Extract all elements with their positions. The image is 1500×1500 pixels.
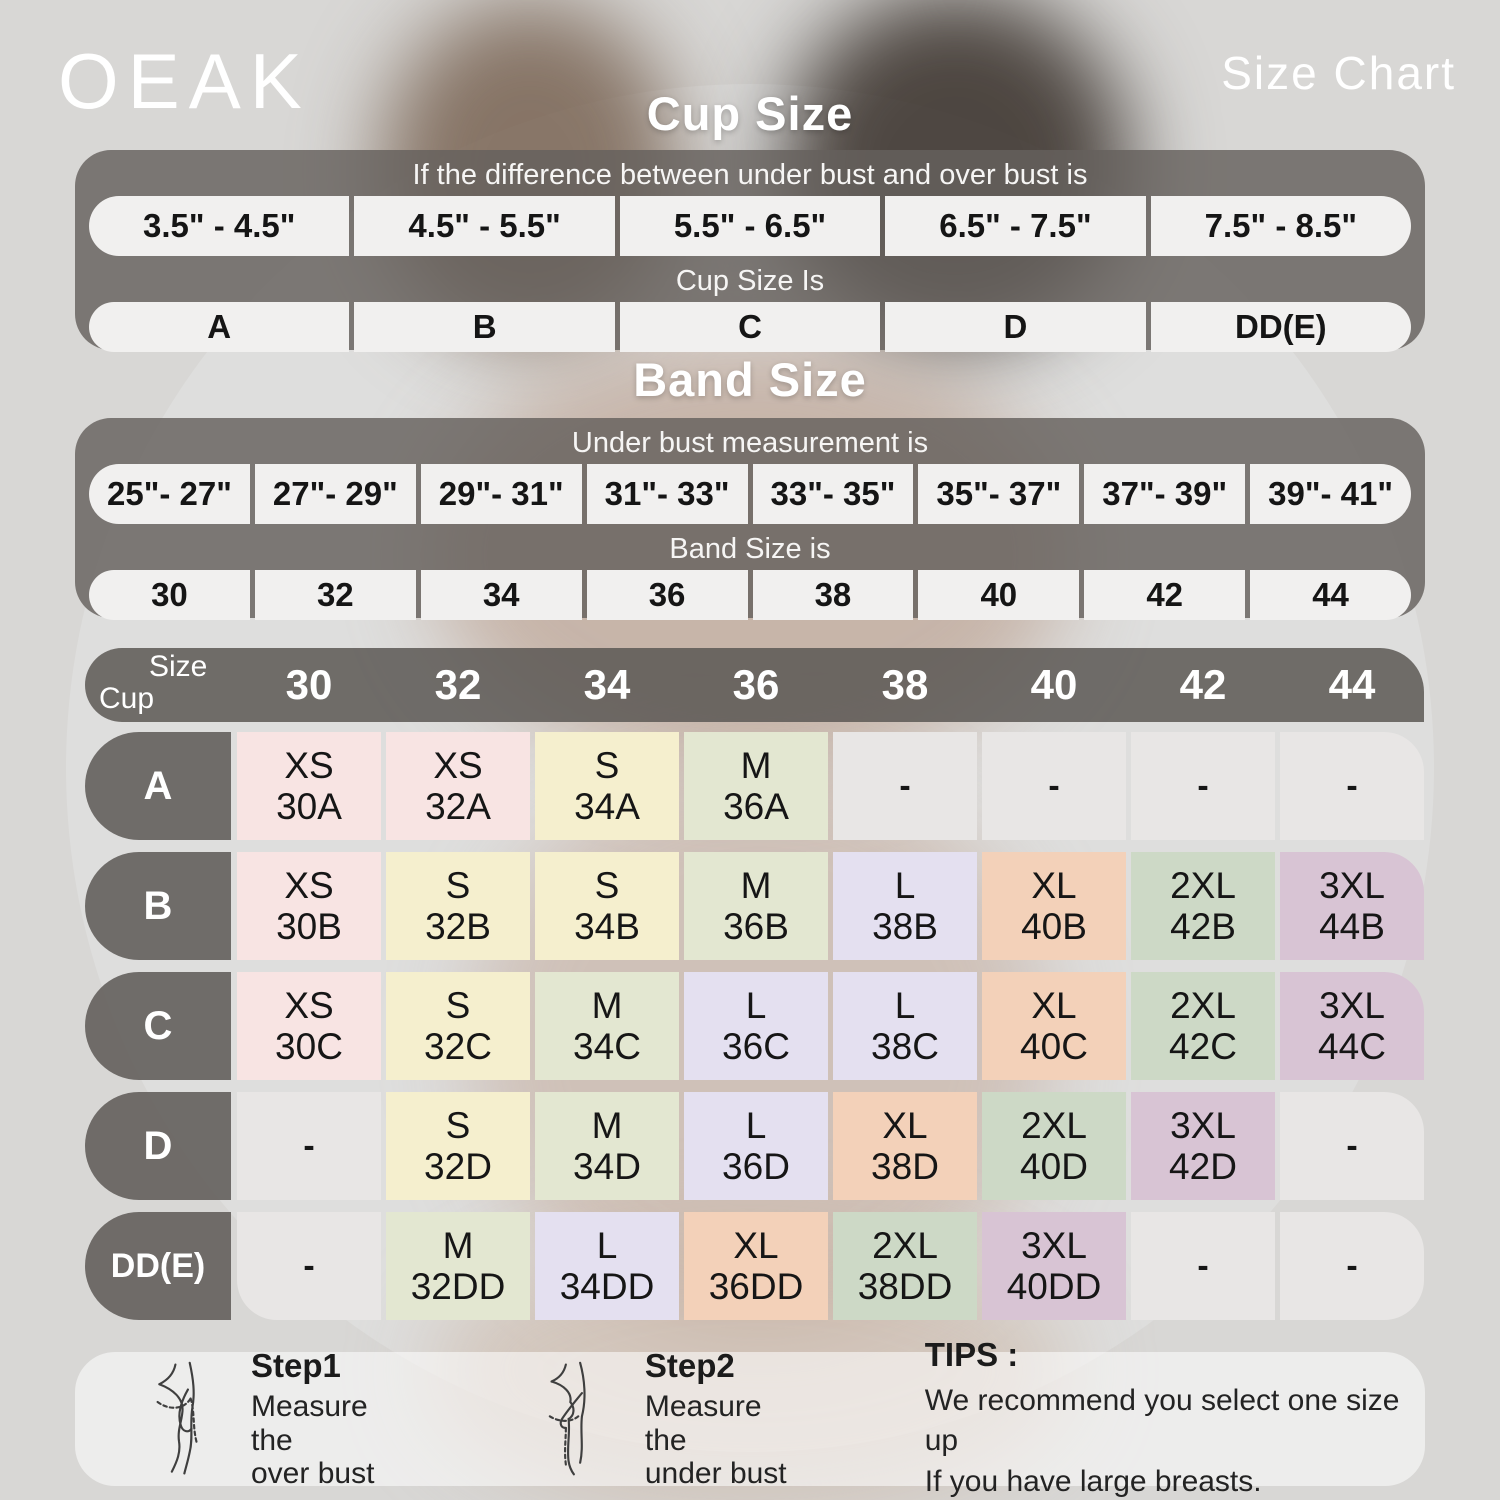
cell-size: S (594, 864, 620, 906)
cell-code: 30B (276, 906, 342, 947)
cell-code: 40D (1020, 1146, 1088, 1187)
step-2 (527, 1347, 803, 1491)
cup-value-cell: C (620, 302, 880, 352)
cell-size: 2XL (872, 1224, 938, 1266)
size-matrix (85, 732, 1424, 1332)
empty-cell: - (1280, 732, 1424, 840)
brand-logo: OEAK (58, 37, 311, 125)
cell-size: XL (882, 1104, 928, 1146)
cell-code: 36C (722, 1026, 790, 1067)
cup-value-cell: D (885, 302, 1145, 352)
tips-line2: If you have large breasts. (924, 1464, 1262, 1498)
step-1-line2: over bust (251, 1457, 375, 1491)
size-cell (1280, 972, 1424, 1080)
band-value-cell: 38 (753, 570, 914, 620)
band-value-row (89, 570, 1411, 620)
cell-code: 36D (722, 1146, 790, 1187)
band-column-header: 34 (583, 661, 631, 708)
band-range-cell: 27"- 29" (255, 464, 416, 524)
cell-size: 2XL (1170, 984, 1236, 1026)
empty-cell: - (237, 1212, 381, 1320)
empty-cell: - (1280, 1092, 1424, 1200)
band-range-row (89, 464, 1411, 524)
cell-size: 3XL (1319, 864, 1385, 906)
cup-value-row (89, 302, 1411, 352)
cell-size: S (445, 984, 471, 1026)
cell-size: M (591, 1104, 623, 1146)
band-column-header: 40 (1030, 661, 1078, 708)
size-cell (833, 972, 977, 1080)
size-cell (1131, 1092, 1275, 1200)
band-value-cell: 42 (1084, 570, 1245, 620)
step-2-line2: under bust (644, 1457, 787, 1491)
cell-size: XS (433, 744, 483, 786)
measure-under-bust-icon (527, 1361, 619, 1477)
matrix-row-DD(E) (85, 1212, 1424, 1320)
size-cell (833, 1092, 977, 1200)
size-cell (684, 852, 828, 960)
cup-value-cell: DD(E) (1151, 302, 1411, 352)
cell-code: 34D (573, 1146, 641, 1187)
cell-size: XS (284, 984, 334, 1026)
cup-size-title: Cup Size (646, 87, 854, 140)
cell-code: 44B (1319, 906, 1385, 947)
size-cell (386, 852, 530, 960)
size-cell (386, 972, 530, 1080)
empty-cell: - (1280, 1212, 1424, 1320)
size-cell (833, 852, 977, 960)
cell-size: L (596, 1224, 618, 1266)
size-cell (237, 972, 381, 1080)
band-size-title: Band Size (633, 353, 867, 406)
tips-block (925, 1336, 1425, 1500)
band-value-cell: 44 (1250, 570, 1411, 620)
cup-range-cell: 3.5" - 4.5" (89, 196, 349, 256)
size-cell (386, 1092, 530, 1200)
cell-size: L (894, 864, 916, 906)
band-size-panel (75, 418, 1425, 618)
cell-code: 32DD (410, 1266, 506, 1307)
cell-size: XL (1031, 984, 1077, 1026)
size-cell (237, 732, 381, 840)
cup-condition-label: If the difference between under bust and over bust is (412, 159, 1088, 191)
cell-code: 38D (871, 1146, 939, 1187)
cell-size: M (591, 984, 623, 1026)
matrix-row-C (85, 972, 1424, 1080)
empty-cell: - (1131, 732, 1275, 840)
cup-result-label: Cup Size Is (675, 265, 825, 297)
band-column-header: 32 (434, 661, 482, 708)
cell-size: S (445, 864, 471, 906)
size-cell (535, 972, 679, 1080)
cell-size: L (745, 984, 767, 1026)
band-range-cell: 29"- 31" (421, 464, 582, 524)
cell-size: M (740, 744, 772, 786)
matrix-row-B (85, 852, 1424, 960)
cell-size: 3XL (1319, 984, 1385, 1026)
cell-code: 42C (1169, 1026, 1237, 1067)
step-2-label: Step2 (644, 1347, 735, 1385)
cell-code: 34C (573, 1026, 641, 1067)
cell-size: XS (284, 744, 334, 786)
page-title: Size Chart (1221, 47, 1456, 99)
size-cell (684, 732, 828, 840)
cell-size: 2XL (1021, 1104, 1087, 1146)
cell-code: 40B (1021, 906, 1087, 947)
band-column-header: 36 (732, 661, 780, 708)
cell-code: 36A (723, 786, 789, 827)
band-value-cell: 32 (255, 570, 416, 620)
cell-size: 3XL (1170, 1104, 1236, 1146)
size-cell (1131, 972, 1275, 1080)
cell-code: 42D (1169, 1146, 1237, 1187)
cell-size: XL (733, 1224, 779, 1266)
cell-code: 30A (276, 786, 342, 827)
corner-cup-label: Cup (99, 682, 155, 715)
band-value-cell: 30 (89, 570, 250, 620)
size-cell (535, 852, 679, 960)
cup-row-label: D (85, 1092, 231, 1200)
size-cell (684, 1092, 828, 1200)
step-2-line1: Measure the (644, 1390, 762, 1457)
band-range-cell: 39"- 41" (1250, 464, 1411, 524)
cell-size: L (894, 984, 916, 1026)
cup-range-row (89, 196, 1411, 256)
cup-row-label: B (85, 852, 231, 960)
band-value-cell: 36 (587, 570, 748, 620)
cell-code: 30C (275, 1026, 343, 1067)
size-cell (982, 852, 1126, 960)
cell-code: 36B (723, 906, 789, 947)
size-cell (386, 1212, 530, 1320)
cell-code: 34A (574, 786, 640, 827)
size-cell (237, 852, 381, 960)
step-1-line1: Measure the (251, 1390, 368, 1457)
matrix-row-D (85, 1092, 1424, 1200)
band-range-cell: 35"- 37" (918, 464, 1079, 524)
size-cell (833, 1212, 977, 1320)
cell-code: 38C (871, 1026, 939, 1067)
size-cell (535, 1092, 679, 1200)
band-result-label: Band Size is (669, 533, 831, 565)
cell-code: 34DD (559, 1266, 655, 1307)
size-cell (684, 972, 828, 1080)
band-range-cell: 31"- 33" (587, 464, 748, 524)
cup-range-cell: 7.5" - 8.5" (1151, 196, 1411, 256)
cell-size: XL (1031, 864, 1077, 906)
cell-size: 2XL (1170, 864, 1236, 906)
cell-code: 34B (574, 906, 640, 947)
band-range-cell: 33"- 35" (753, 464, 914, 524)
size-cell (982, 1212, 1126, 1320)
size-cell (1131, 852, 1275, 960)
tips-line1: We recommend you select one size up (924, 1383, 1400, 1458)
band-column-header: 38 (881, 661, 929, 708)
cell-code: 40DD (1006, 1266, 1102, 1307)
cell-size: L (745, 1104, 767, 1146)
cell-size: 3XL (1021, 1224, 1087, 1266)
cell-code: 40C (1020, 1026, 1088, 1067)
measuring-guide-bar (75, 1335, 1425, 1498)
empty-cell: - (237, 1092, 381, 1200)
cup-row-label: DD(E) (85, 1212, 231, 1320)
step-1-text (251, 1347, 409, 1491)
matrix-corner (85, 648, 237, 722)
step-1-label: Step1 (251, 1347, 341, 1385)
cell-code: 44C (1318, 1026, 1386, 1067)
band-range-cell: 25"- 27" (89, 464, 250, 524)
cell-code: 38DD (857, 1266, 953, 1307)
cell-code: 42B (1170, 906, 1236, 947)
cell-code: 32D (424, 1146, 492, 1187)
tips-label: TIPS : (924, 1335, 1019, 1373)
band-range-cell: 37"- 39" (1084, 464, 1245, 524)
cup-value-cell: A (89, 302, 349, 352)
cup-value-cell: B (354, 302, 614, 352)
cup-range-cell: 6.5" - 7.5" (885, 196, 1145, 256)
cup-size-panel (75, 150, 1425, 350)
band-condition-label: Under bust measurement is (571, 427, 929, 459)
cell-code: 32A (425, 786, 491, 827)
size-cell (982, 972, 1126, 1080)
cell-code: 36DD (708, 1266, 804, 1307)
size-cell (684, 1212, 828, 1320)
cell-code: 38B (872, 906, 938, 947)
cup-range-cell: 4.5" - 5.5" (354, 196, 614, 256)
cell-code: 32B (425, 906, 491, 947)
measure-over-bust-icon (133, 1361, 225, 1477)
cup-row-label: C (85, 972, 231, 1080)
cell-size: S (445, 1104, 471, 1146)
cell-size: M (740, 864, 772, 906)
size-cell (982, 1092, 1126, 1200)
cell-size: M (442, 1224, 474, 1266)
band-column-header: 42 (1179, 661, 1227, 708)
empty-cell: - (982, 732, 1126, 840)
band-column-header: 44 (1328, 661, 1376, 708)
size-cell (535, 1212, 679, 1320)
empty-cell: - (833, 732, 977, 840)
band-column-header: 30 (285, 661, 333, 708)
cell-size: XS (284, 864, 334, 906)
corner-size-label: Size (149, 650, 208, 683)
matrix-row-A (85, 732, 1424, 840)
cup-range-cell: 5.5" - 6.5" (620, 196, 880, 256)
matrix-header-bar (85, 648, 1424, 722)
step-1 (133, 1347, 409, 1491)
cell-code: 32C (424, 1026, 492, 1067)
cup-row-label: A (85, 732, 231, 840)
cell-size: S (594, 744, 620, 786)
size-cell (1280, 852, 1424, 960)
step-2-text (645, 1347, 803, 1491)
band-value-cell: 34 (421, 570, 582, 620)
empty-cell: - (1131, 1212, 1275, 1320)
band-value-cell: 40 (918, 570, 1079, 620)
size-cell (535, 732, 679, 840)
size-cell (386, 732, 530, 840)
